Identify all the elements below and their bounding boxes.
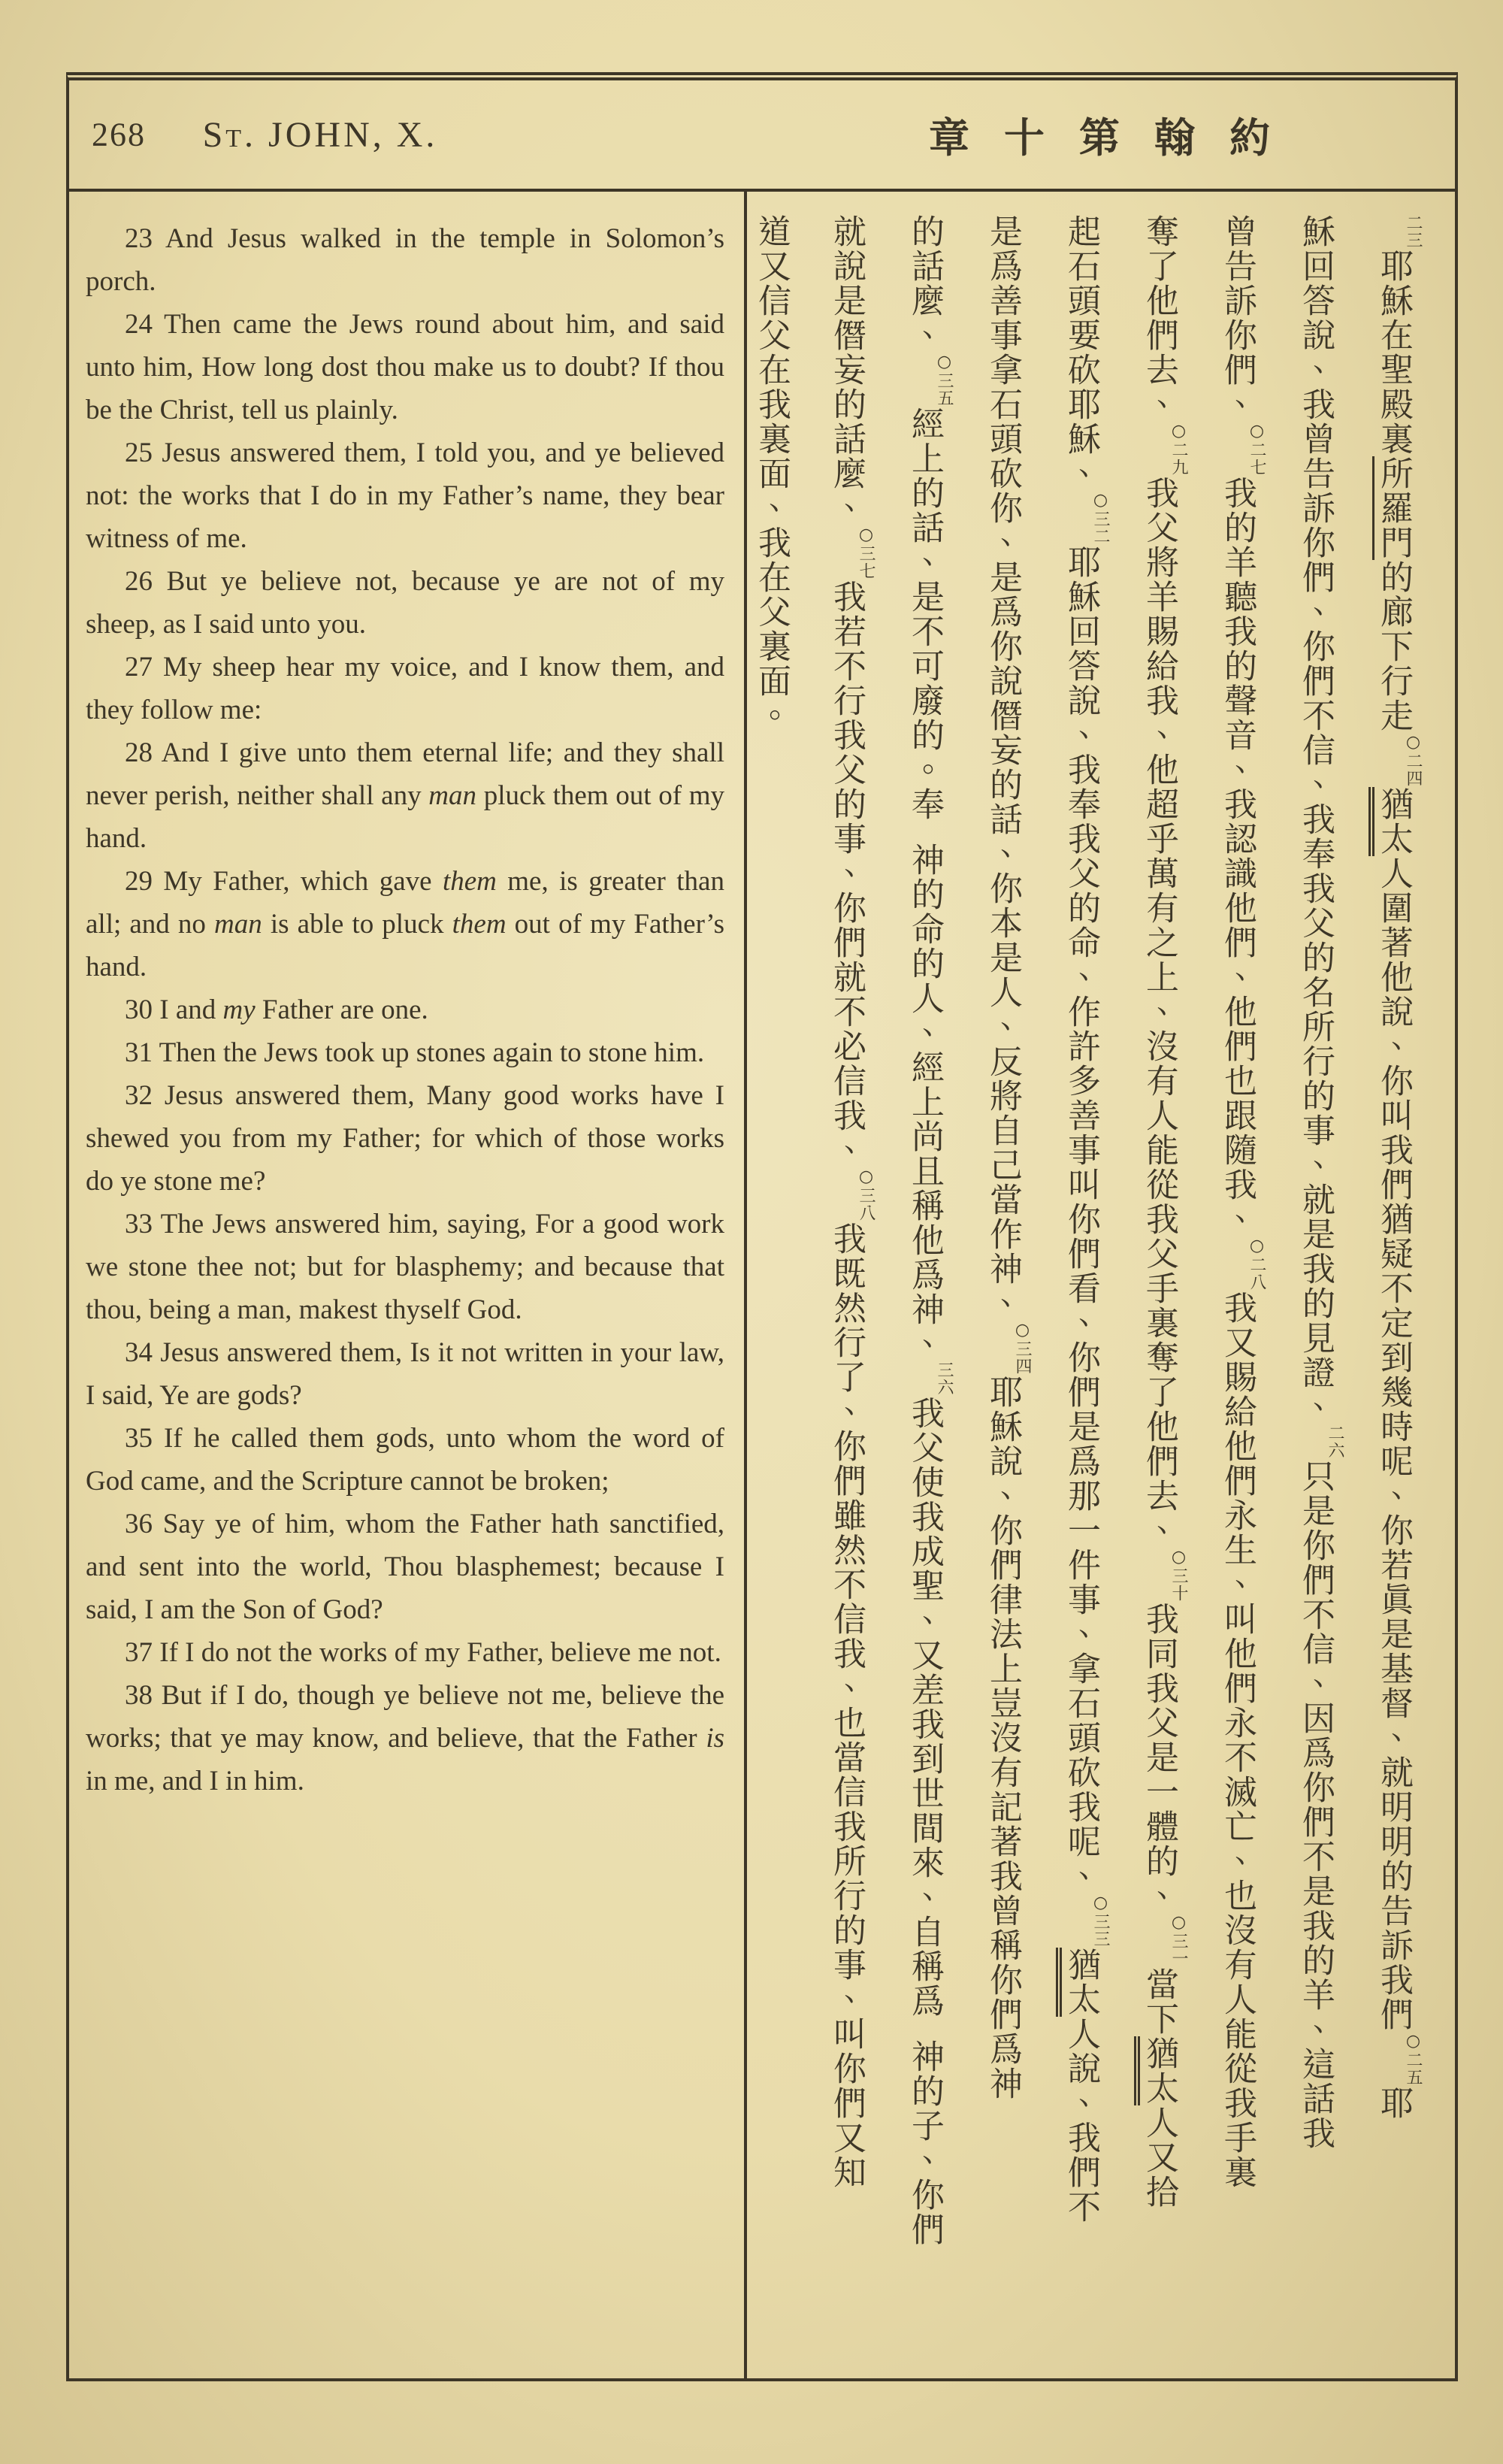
verse-paragraph-10: 32 Jesus answered them, Many good works have I shewed you from my Father; for which of those works do ye stone me? (86, 1080, 724, 1197)
verse-number-marker: ○三三 (1091, 1893, 1110, 1948)
verse-paragraph-14: 36 Say ye of him, whom the Father hath sanctified, and sent into the world, Thou blasphemest; because I said, I am the Son of God? (86, 1509, 724, 1625)
proper-name: 所羅門 (1372, 456, 1413, 560)
verse-paragraph-3: 25 Jesus answered them, I told you, and ye believed not: the works that I do in my Father’s name, they bear witness of me. (86, 437, 724, 554)
verse-number-marker: ○二四 (1404, 733, 1423, 787)
verse-number-marker: ○二五 (1404, 2032, 1423, 2086)
verse-number-marker: ○三八 (857, 1167, 875, 1221)
verse-paragraph-6: 28 And I give unto them eternal life; and they shall never perish, neither shall any man pluck them out of my hand. (86, 737, 724, 854)
chinese-column-4: 奪了他們去、○二九我父將羊賜給我、他超乎萬有之上、沒有人能從我父手裏奪了他們去、○三十我同我父是一體的、○三一當下猶太人又拾 (1120, 214, 1198, 2360)
verse-paragraph-16: 38 But if I do, though ye believe not me, believe the works; that ye may know, and believe, that the Father is in me, and I in him. (86, 1680, 724, 1797)
chinese-column-9: 道又信父在我裏面、我在父裏面。 (752, 214, 791, 733)
verse-paragraph-13: 35 If he called them gods, unto whom the word of God came, and the Scripture cannot be broken; (86, 1423, 724, 1497)
verse-paragraph-2: 24 Then came the Jews round about him, and said unto him, How long dost thou make us to doubt? If thou be the Christ, tell us plainly. (86, 309, 724, 425)
verse-number-marker: ○二七 (1247, 422, 1266, 476)
verse-number-marker: 三六 (935, 1361, 954, 1396)
verse-paragraph-8: 30 I and my Father are one. (125, 994, 428, 1025)
page-border-frame (66, 72, 1458, 2381)
proper-name: 猶太 (1368, 787, 1413, 856)
verse-paragraph-5: 27 My sheep hear my voice, and I know them, and they follow me: (86, 652, 724, 725)
running-title-chinese: 章十第翰約 (929, 115, 1305, 161)
verse-number-marker: ○二九 (1169, 422, 1188, 476)
chinese-column-3: 曾告訴你們、○二七我的羊聽我的聲音、我認識他們、他們也跟隨我、○二八我又賜給他們永生、叫他們永不滅亡、也沒有人能從我手裏 (1198, 214, 1276, 2360)
verse-number-marker: ○二八 (1247, 1237, 1266, 1291)
page-body (69, 192, 1455, 2378)
chinese-column-1: 二三耶穌在聖殿裏所羅門的廊下行走○二四猶太人圍著他說、你叫我們猶疑不定到幾時呢、你若眞是基督、就明明的告訴我們○二五耶 (1354, 214, 1432, 2360)
proper-name: 猶太 (1134, 2036, 1178, 2105)
verse-paragraph-4: 26 But ye believe not, because ye are not of my sheep, as I said unto you. (86, 566, 724, 640)
verse-number-marker: ○三四 (1013, 1321, 1032, 1375)
verse-paragraph-1: 23 And Jesus walked in the temple in Solomon’s porch. (86, 223, 724, 297)
chinese-text-panel (744, 192, 1455, 2378)
verse-number-marker: 二六 (1326, 1424, 1344, 1459)
chinese-column-7: 的話麼、○三五經上的話、是不可廢的。奉神的命的人、經上尚且稱他爲神、三六我父使我成聖、又差我到世間來、自稱爲神的子、你們 (885, 214, 963, 2360)
verse-paragraph-7: 29 My Father, which gave them me, is greater than all; and no man is able to pluck them out of my Father’s hand. (86, 866, 724, 982)
verse-paragraph-12: 34 Jesus answered them, Is it not written in your law, I said, Ye are gods? (86, 1337, 724, 1411)
verse-paragraph-15: 37 If I do not the works of my Father, believe me not. (125, 1637, 721, 1668)
verse-number-marker: ○三一 (1169, 1913, 1188, 1967)
chinese-column-2: 穌回答說、我曾告訴你們、你們不信、我奉我父的名所行的事、就是我的見證、二六只是你們不信、因爲你們不是我的羊、這話我 (1276, 214, 1354, 2360)
verse-number-marker: 二三 (1404, 214, 1423, 249)
chinese-column-5: 起石頭要砍耶穌、○三二耶穌回答說、我奉我父的命、作許多善事叫你們看、你們是爲那一件事、拿石頭砍我呢、○三三猶太人說、我們不 (1042, 214, 1120, 2360)
chinese-column-8: 就說是僭妄的話麼、○三七我若不行我父的事、你們就不必信我、○三八我既然行了、你們雖然不信我、也當信我所行的事、叫你們又知 (807, 214, 885, 2360)
verse-number-marker: ○三七 (857, 525, 875, 580)
page-header (69, 80, 1455, 192)
header-english (69, 80, 744, 189)
english-text-column (69, 192, 744, 2378)
header-chinese (744, 80, 1455, 189)
verse-paragraph-11: 33 The Jews answered him, saying, For a good work we stone thee not; but for blasphemy; and because that thou, being a man, makest thyself God. (86, 1209, 724, 1325)
verse-paragraph-9: 31 Then the Jews took up stones again to stone him. (125, 1037, 705, 1068)
verse-number-marker: ○三十 (1169, 1548, 1188, 1602)
verse-number-marker: ○三五 (935, 353, 954, 407)
running-title-english: St. JOHN, X. (202, 114, 438, 155)
chinese-column-6: 是爲善事拿石頭砍你、是爲你說僭妄的話、你本是人、反將自己當作神、○三四耶穌說、你們律法上豈沒有記著我曾稱你們爲神 (963, 214, 1042, 2360)
proper-name: 猶太 (1056, 1948, 1100, 2017)
verse-number-marker: ○三二 (1091, 491, 1110, 545)
page-number: 268 (92, 116, 146, 153)
